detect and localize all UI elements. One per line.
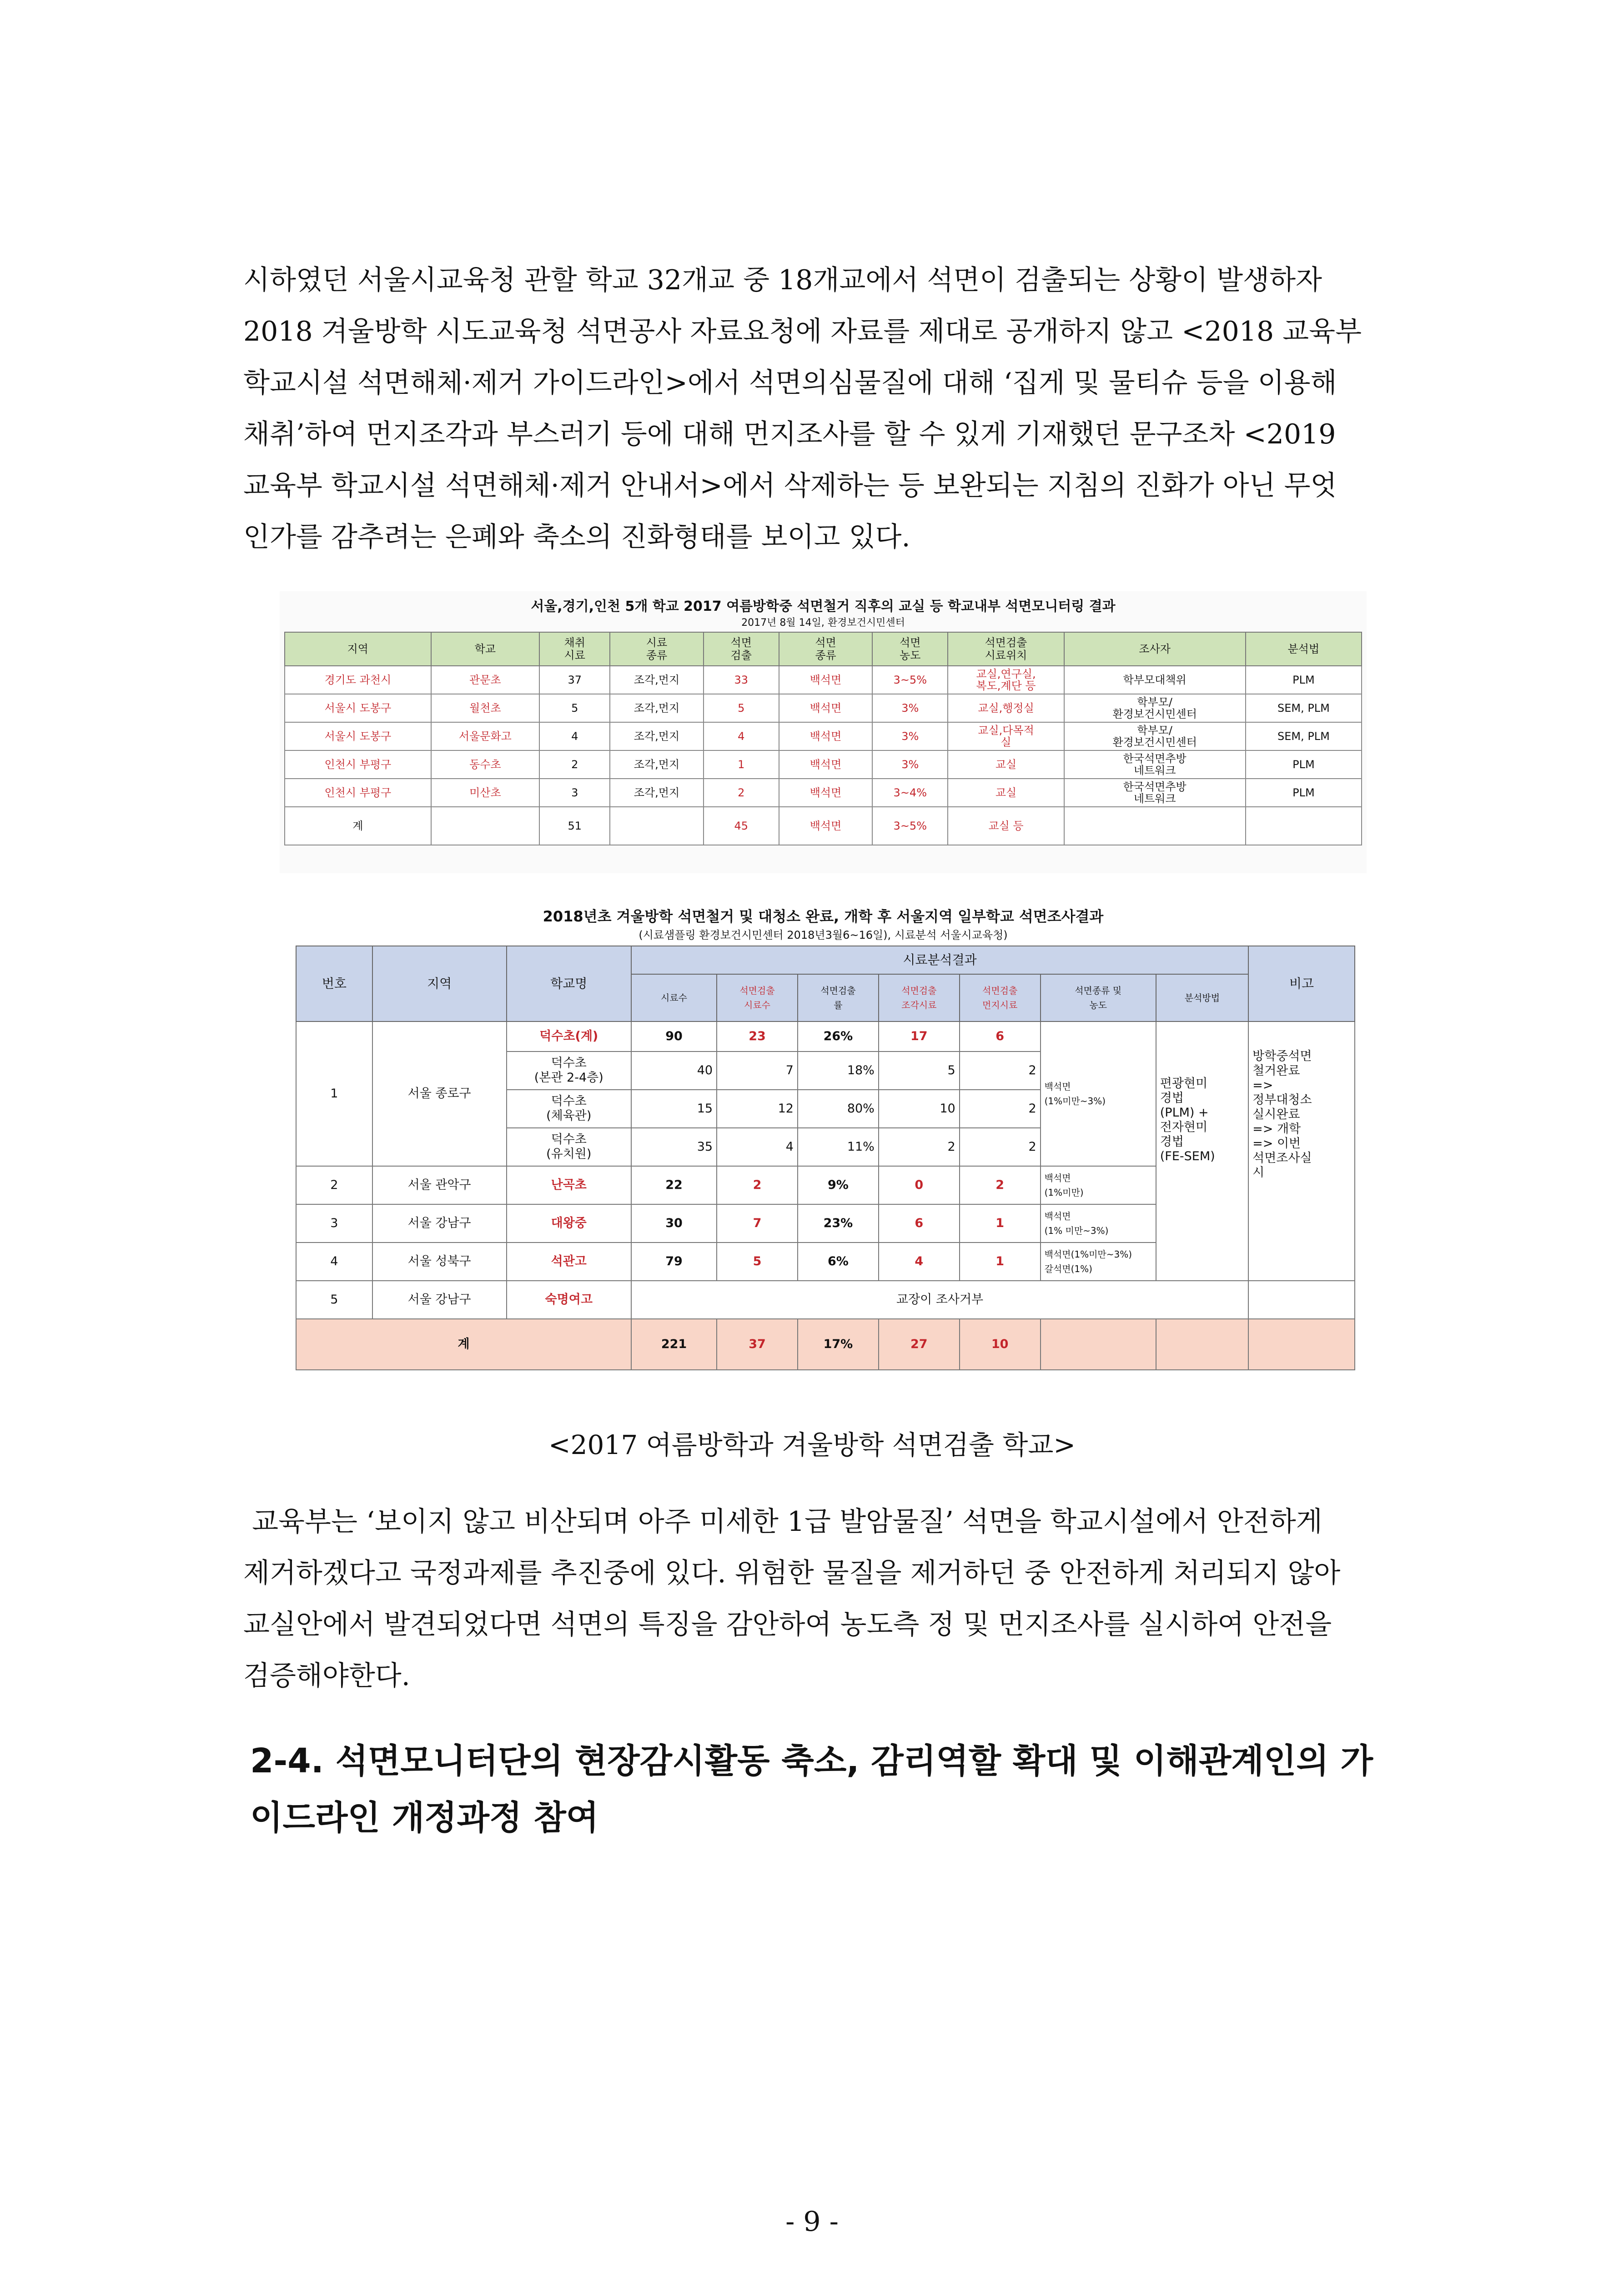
table-cell: 0	[879, 1166, 960, 1204]
table-cell: 4	[296, 1243, 372, 1281]
table2-subheader: 석면종류 및 농도	[1041, 974, 1156, 1021]
table-cell	[1064, 807, 1246, 845]
text-line: 시하였던 서울시교육청 관할 학교 32개교 중 18개교에서 석면이 검출되는 상황이 발생하자	[243, 264, 1322, 296]
table-cell: 학부모/ 환경보건시민센터	[1064, 722, 1246, 750]
table1-header: 석면 농도	[872, 632, 948, 666]
table-cell: 편광현미 경법 (PLM) + 전자현미 경법 (FE-SEM)	[1156, 1021, 1248, 1281]
table-cell: 인천시 부평구	[285, 779, 431, 807]
table-cell: 덕수초(계)	[507, 1021, 631, 1051]
table-cell: 7	[717, 1051, 798, 1090]
table-cell: 서울시 도봉구	[285, 694, 431, 722]
table-cell: 관문초	[431, 666, 539, 694]
table-cell: 11%	[798, 1128, 879, 1166]
table2-header: 시료분석결과	[631, 946, 1248, 974]
table-cell: 15	[631, 1090, 717, 1128]
table-row	[285, 666, 1362, 694]
table-cell: 33	[704, 666, 779, 694]
table2-subheader: 석면검출 률	[798, 974, 879, 1021]
table-cell: 백석면	[779, 779, 872, 807]
table-row	[285, 694, 1362, 722]
table-cell: 한국석면추방 네트워크	[1064, 779, 1246, 807]
table-cell: 35	[631, 1128, 717, 1166]
table-cell: PLM	[1246, 750, 1362, 779]
table-cell: 백석면 (1%미만)	[1041, 1166, 1156, 1204]
table1-header: 석면 종류	[779, 632, 872, 666]
table-cell: 10	[960, 1319, 1041, 1370]
table1-header: 석면 검출	[704, 632, 779, 666]
table-cell: 숙명여고	[507, 1281, 631, 1319]
page-number: - 9 -	[785, 2206, 839, 2238]
table-cell: 2	[960, 1128, 1041, 1166]
table-cell: 백석면	[779, 750, 872, 779]
table1	[284, 632, 1362, 845]
table-cell: 3%	[872, 750, 948, 779]
text-line: 2018 겨울방학 시도교육청 석면공사 자료요청에 자료를 제대로 공개하지 않고 <2018 교육부	[243, 316, 1362, 347]
table-cell: 서울 관악구	[372, 1166, 507, 1204]
table-cell: 3%	[872, 722, 948, 750]
table-cell	[1248, 1319, 1355, 1370]
table-cell: 백석면 (1% 미만~3%)	[1041, 1204, 1156, 1243]
table-cell: 교실	[948, 750, 1064, 779]
table-cell: 5	[296, 1281, 372, 1319]
table2-subheader: 석면검출 조각시료	[879, 974, 960, 1021]
table-cell: 서울 강남구	[372, 1204, 507, 1243]
table-cell: 조각,먼지	[610, 722, 703, 750]
table-cell: 6	[879, 1204, 960, 1243]
table-cell: 10	[879, 1090, 960, 1128]
table-cell: 덕수초 (유치원)	[507, 1128, 631, 1166]
table-total-row	[296, 1319, 1355, 1370]
table-2018-winter-image	[291, 905, 1355, 1401]
table-cell: 17	[879, 1021, 960, 1051]
text-line: 교육부 학교시설 석면해체·제거 안내서>에서 삭제하는 등 보완되는 지침의 진화가 아닌 무엇	[243, 470, 1337, 502]
table1-header: 채취 시료	[539, 632, 610, 666]
table-cell: 교실 등	[948, 807, 1064, 845]
table1-header: 시료 종류	[610, 632, 703, 666]
table-cell	[1041, 1319, 1156, 1370]
table-cell: 계	[285, 807, 431, 845]
table-row	[285, 722, 1362, 750]
table-cell: 서울 강남구	[372, 1281, 507, 1319]
table-cell: 3~5%	[872, 666, 948, 694]
table-cell: 26%	[798, 1021, 879, 1051]
table-cell: 5	[879, 1051, 960, 1090]
table-cell: 5	[717, 1243, 798, 1281]
table2	[296, 946, 1355, 1370]
table1-header: 석면검출 시료위치	[948, 632, 1064, 666]
table-cell: 학부모/ 환경보건시민센터	[1064, 694, 1246, 722]
table-cell: 조각,먼지	[610, 666, 703, 694]
table2-subtitle: (시료샘플링 환경보건시민센터 2018년3월6~16일), 시료분석 서울시교육청)	[639, 929, 1008, 941]
body-paragraph-2	[243, 1496, 1389, 1702]
table-cell: 4	[704, 722, 779, 750]
table-cell	[1246, 807, 1362, 845]
table-cell: PLM	[1246, 666, 1362, 694]
table-cell: 2	[960, 1051, 1041, 1090]
table-cell: 221	[631, 1319, 717, 1370]
table1-header: 지역	[285, 632, 431, 666]
table-cell: 22	[631, 1166, 717, 1204]
table-cell: 2	[960, 1166, 1041, 1204]
table-cell: 45	[704, 807, 779, 845]
table-cell: 방학중석면 철거완료 => 정부대청소 실시완료 => 개학 => 이번 석면조사실 시	[1248, 1021, 1355, 1281]
table-total-row	[285, 807, 1362, 845]
table-cell: 조각,먼지	[610, 694, 703, 722]
table-cell: 동수초	[431, 750, 539, 779]
table-cell: 조각,먼지	[610, 779, 703, 807]
table-cell: 17%	[798, 1319, 879, 1370]
table-cell: 80%	[798, 1090, 879, 1128]
table-cell: 90	[631, 1021, 717, 1051]
table-cell: 백석면 (1%미만~3%)	[1041, 1021, 1156, 1166]
table2-header-row	[296, 946, 1355, 974]
table-cell: 23%	[798, 1204, 879, 1243]
table-row	[296, 1021, 1355, 1051]
table-cell: 3~5%	[872, 807, 948, 845]
table-cell: 3	[296, 1204, 372, 1243]
table2-subheader: 석면검출 먼지시료	[960, 974, 1041, 1021]
table-cell: 30	[631, 1204, 717, 1243]
table-row	[285, 779, 1362, 807]
table-cell: 6	[960, 1021, 1041, 1051]
table-cell: 백석면	[779, 722, 872, 750]
text-line: 제거하겠다고 국정과제를 추진중에 있다. 위험한 물질을 제거하던 중 안전하게 처리되지 않아	[243, 1557, 1341, 1589]
table-cell: 6%	[798, 1243, 879, 1281]
table2-title: 2018년초 겨울방학 석면철거 및 대청소 완료, 개학 후 서울지역 일부학교 석면조사결과	[543, 908, 1104, 925]
table-cell: 79	[631, 1243, 717, 1281]
table2-header: 지역	[372, 946, 507, 1021]
table-cell: 51	[539, 807, 610, 845]
table-cell: 12	[717, 1090, 798, 1128]
table2-header: 학교명	[507, 946, 631, 1021]
table-cell: 조각,먼지	[610, 750, 703, 779]
table-cell: 백석면	[779, 807, 872, 845]
table-cell: 18%	[798, 1051, 879, 1090]
table-cell: 교실	[948, 779, 1064, 807]
table-cell: 서울시 도봉구	[285, 722, 431, 750]
table-cell: 석관고	[507, 1243, 631, 1281]
table-cell: 9%	[798, 1166, 879, 1204]
table-cell: 37	[717, 1319, 798, 1370]
text-line: 검증해야한다.	[243, 1660, 410, 1692]
table-cell: 4	[539, 722, 610, 750]
table-cell: 난곡초	[507, 1166, 631, 1204]
text-line: 인가를 감추려는 은폐와 축소의 진화형태를 보이고 있다.	[243, 521, 910, 553]
table-cell: 2	[879, 1128, 960, 1166]
table-cell	[1248, 1281, 1355, 1319]
table-2017-summer-image	[280, 591, 1367, 873]
table2-header: 번호	[296, 946, 372, 1021]
table-cell: 1	[704, 750, 779, 779]
table-cell	[1156, 1319, 1248, 1370]
table-cell: 미산초	[431, 779, 539, 807]
table-cell: 서울문화고	[431, 722, 539, 750]
table-cell: 7	[717, 1204, 798, 1243]
text-line: 학교시설 석면해체·제거 가이드라인>에서 석면의심물질에 대해 ‘집게 및 물티슈 등을 이용해	[243, 367, 1337, 399]
table-cell	[610, 807, 703, 845]
figure-caption: <2017 여름방학과 겨울방학 석면검출 학교>	[548, 1429, 1076, 1460]
text-line: 교실안에서 발견되었다면 석면의 특징을 감안하여 농도측 정 및 먼지조사를 실시하여 안전을	[243, 1609, 1332, 1640]
table-cell: 2	[717, 1166, 798, 1204]
table-cell: 5	[704, 694, 779, 722]
table-cell: SEM, PLM	[1246, 694, 1362, 722]
table-cell: 2	[539, 750, 610, 779]
table2-subheader: 시료수	[631, 974, 717, 1021]
table-cell: 교실,행정실	[948, 694, 1064, 722]
heading-line: 2-4. 석면모니터단의 현장감시활동 축소, 감리역할 확대 및 이해관계인의 가	[250, 1741, 1373, 1781]
table1-header: 분석법	[1246, 632, 1362, 666]
table-cell: 계	[296, 1319, 631, 1370]
table-cell: 27	[879, 1319, 960, 1370]
table-cell: 백석면	[779, 666, 872, 694]
table-cell: 40	[631, 1051, 717, 1090]
table-cell: PLM	[1246, 779, 1362, 807]
table-cell: 23	[717, 1021, 798, 1051]
text-line: 채취’하여 먼지조각과 부스러기 등에 대해 먼지조사를 할 수 있게 기재했던 문구조차 <2019	[243, 418, 1336, 450]
table-cell: 4	[879, 1243, 960, 1281]
table-cell: 백석면(1%미만~3%) 갈석면(1%)	[1041, 1243, 1156, 1281]
table2-header: 비고	[1248, 946, 1355, 1021]
table-cell: 경기도 과천시	[285, 666, 431, 694]
table-cell: 교실,다목적 실	[948, 722, 1064, 750]
table-cell: 서울 성북구	[372, 1243, 507, 1281]
table-cell: 1	[960, 1243, 1041, 1281]
table-row	[285, 750, 1362, 779]
table-cell: 백석면	[779, 694, 872, 722]
table-cell: 학부모대책위	[1064, 666, 1246, 694]
table-cell: 한국석면추방 네트워크	[1064, 750, 1246, 779]
table-cell: 2	[296, 1166, 372, 1204]
table-cell: 덕수초 (본관 2-4층)	[507, 1051, 631, 1090]
table-cell: 대왕중	[507, 1204, 631, 1243]
section-heading	[250, 1733, 1396, 1846]
table-cell: 교실,연구실, 복도,계단 등	[948, 666, 1064, 694]
table2-subheader: 분석방법	[1156, 974, 1248, 1021]
table-cell: 3%	[872, 694, 948, 722]
table-cell: 덕수초 (체육관)	[507, 1090, 631, 1128]
table1-subtitle: 2017년 8월 14일, 환경보건시민센터	[741, 617, 905, 629]
table-cell	[431, 807, 539, 845]
body-paragraph-1	[243, 255, 1389, 563]
table-cell: 2	[960, 1090, 1041, 1128]
table-cell: 교장이 조사거부	[631, 1281, 1248, 1319]
table-row	[296, 1281, 1355, 1319]
table-cell: 서울 종로구	[372, 1021, 507, 1166]
table-cell: 37	[539, 666, 610, 694]
table1-header: 학교	[431, 632, 539, 666]
table-cell: SEM, PLM	[1246, 722, 1362, 750]
table-cell: 4	[717, 1128, 798, 1166]
table-cell: 인천시 부평구	[285, 750, 431, 779]
table-cell: 5	[539, 694, 610, 722]
heading-line: 이드라인 개정과정 참여	[250, 1798, 599, 1837]
table1-title: 서울,경기,인천 5개 학교 2017 여름방학중 석면철거 직후의 교실 등 학교내부 석면모니터링 결과	[531, 599, 1116, 614]
table1-header-row	[285, 632, 1362, 666]
table-cell: 3~4%	[872, 779, 948, 807]
table-cell: 3	[539, 779, 610, 807]
table1-header: 조사자	[1064, 632, 1246, 666]
table-cell: 월천초	[431, 694, 539, 722]
table-cell: 2	[704, 779, 779, 807]
text-line: 교육부는 ‘보이지 않고 비산되며 아주 미세한 1급 발암물질’ 석면을 학교시설에서 안전하게	[243, 1506, 1322, 1538]
table-cell: 1	[296, 1021, 372, 1166]
table2-subheader: 석면검출 시료수	[717, 974, 798, 1021]
table-cell: 1	[960, 1204, 1041, 1243]
